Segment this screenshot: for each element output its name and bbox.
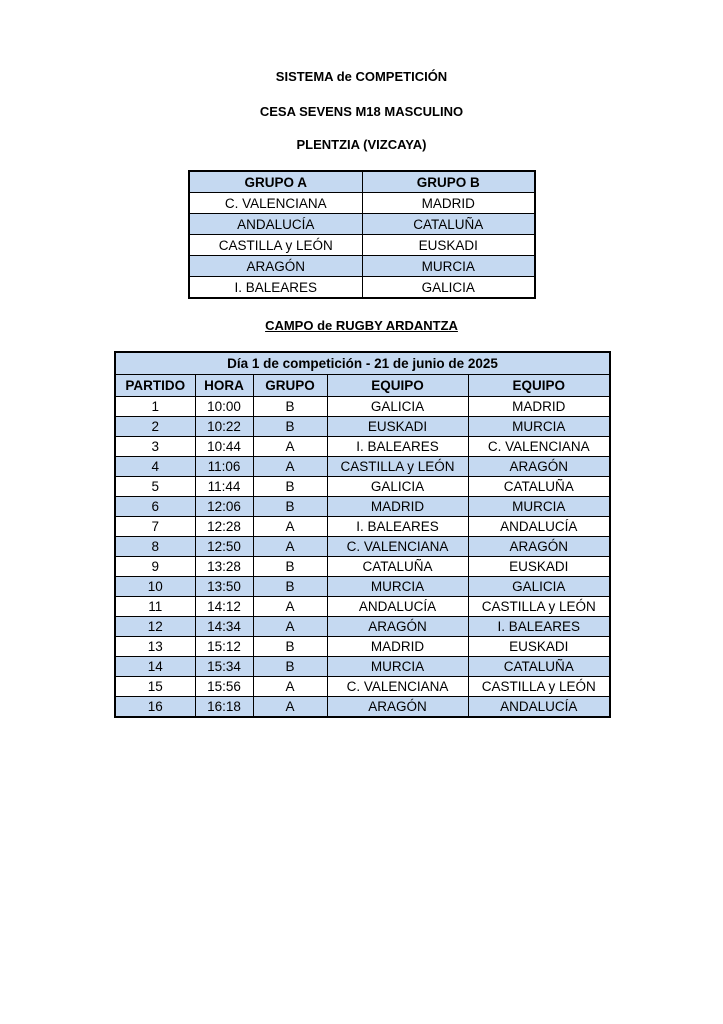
team-2: MURCIA <box>468 497 610 517</box>
match-group: B <box>253 417 327 437</box>
match-time: 11:06 <box>195 457 253 477</box>
match-time: 13:28 <box>195 557 253 577</box>
table-row <box>115 437 610 457</box>
table-row <box>115 457 610 477</box>
team-1: ARAGÓN <box>327 617 468 637</box>
match-number: 2 <box>115 417 195 437</box>
match-group: B <box>253 397 327 417</box>
table-row <box>115 597 610 617</box>
col-header-equipo-2: EQUIPO <box>468 375 610 397</box>
team-2: GALICIA <box>468 577 610 597</box>
match-group: A <box>253 697 327 718</box>
table-row <box>115 397 610 417</box>
match-number: 12 <box>115 617 195 637</box>
team-1: GALICIA <box>327 477 468 497</box>
team-1: CATALUÑA <box>327 557 468 577</box>
team-2: ARAGÓN <box>468 537 610 557</box>
match-group: B <box>253 557 327 577</box>
team-2: EUSKADI <box>468 637 610 657</box>
table-row <box>115 677 610 697</box>
group-b-team: GALICIA <box>362 277 535 299</box>
match-number: 6 <box>115 497 195 517</box>
table-row <box>115 657 610 677</box>
table-row <box>189 193 535 214</box>
table-row <box>189 277 535 299</box>
day-title: Día 1 de competición - 21 de junio de 2025 <box>115 352 610 375</box>
match-number: 9 <box>115 557 195 577</box>
group-a-header: GRUPO A <box>189 171 362 193</box>
team-1: MADRID <box>327 637 468 657</box>
team-1: GALICIA <box>327 397 468 417</box>
team-1: MURCIA <box>327 657 468 677</box>
team-2: MADRID <box>468 397 610 417</box>
team-2: CASTILLA y LEÓN <box>468 677 610 697</box>
match-group: B <box>253 477 327 497</box>
venue-title: CAMPO de RUGBY ARDANTZA <box>265 318 458 333</box>
match-group: A <box>253 597 327 617</box>
match-time: 15:56 <box>195 677 253 697</box>
table-row <box>115 517 610 537</box>
col-header-hora: HORA <box>195 375 253 397</box>
table-row <box>115 577 610 597</box>
match-group: A <box>253 457 327 477</box>
match-group: A <box>253 537 327 557</box>
team-2: CATALUÑA <box>468 657 610 677</box>
group-b-team: MADRID <box>362 193 535 214</box>
table-row <box>115 697 610 718</box>
match-number: 7 <box>115 517 195 537</box>
match-number: 5 <box>115 477 195 497</box>
table-row <box>115 617 610 637</box>
match-time: 12:50 <box>195 537 253 557</box>
match-group: A <box>253 437 327 457</box>
team-1: I. BALEARES <box>327 517 468 537</box>
group-a-team: ARAGÓN <box>189 256 362 277</box>
team-1: MURCIA <box>327 577 468 597</box>
group-b-team: EUSKADI <box>362 235 535 256</box>
group-a-team: C. VALENCIANA <box>189 193 362 214</box>
team-2: ANDALUCÍA <box>468 697 610 718</box>
match-group: A <box>253 517 327 537</box>
match-time: 12:06 <box>195 497 253 517</box>
team-1: ARAGÓN <box>327 697 468 718</box>
team-2: CASTILLA y LEÓN <box>468 597 610 617</box>
team-1: EUSKADI <box>327 417 468 437</box>
match-number: 16 <box>115 697 195 718</box>
team-2: C. VALENCIANA <box>468 437 610 457</box>
table-row <box>189 235 535 256</box>
team-2: ANDALUCÍA <box>468 517 610 537</box>
match-number: 1 <box>115 397 195 417</box>
groups-table <box>188 170 536 299</box>
team-2: EUSKADI <box>468 557 610 577</box>
match-group: B <box>253 497 327 517</box>
match-time: 15:34 <box>195 657 253 677</box>
team-1: I. BALEARES <box>327 437 468 457</box>
group-a-team: CASTILLA y LEÓN <box>189 235 362 256</box>
document-title: SISTEMA de COMPETICIÓN <box>275 69 448 84</box>
match-time: 10:22 <box>195 417 253 437</box>
team-1: MADRID <box>327 497 468 517</box>
day-title-row <box>115 352 610 375</box>
match-number: 14 <box>115 657 195 677</box>
team-2: ARAGÓN <box>468 457 610 477</box>
schedule-header-row <box>115 375 610 397</box>
match-number: 13 <box>115 637 195 657</box>
table-row <box>115 417 610 437</box>
match-group: B <box>253 657 327 677</box>
table-row <box>189 256 535 277</box>
col-header-grupo: GRUPO <box>253 375 327 397</box>
match-group: A <box>253 617 327 637</box>
match-group: B <box>253 637 327 657</box>
group-b-team: CATALUÑA <box>362 214 535 235</box>
location: PLENTZIA (VIZCAYA) <box>296 137 427 152</box>
groups-header-row <box>189 171 535 193</box>
team-1: C. VALENCIANA <box>327 537 468 557</box>
match-time: 11:44 <box>195 477 253 497</box>
table-row <box>115 497 610 517</box>
match-number: 3 <box>115 437 195 457</box>
match-number: 11 <box>115 597 195 617</box>
group-a-team: ANDALUCÍA <box>189 214 362 235</box>
col-header-partido: PARTIDO <box>115 375 195 397</box>
match-group: B <box>253 577 327 597</box>
match-number: 10 <box>115 577 195 597</box>
match-time: 16:18 <box>195 697 253 718</box>
team-2: I. BALEARES <box>468 617 610 637</box>
match-time: 12:28 <box>195 517 253 537</box>
team-1: ANDALUCÍA <box>327 597 468 617</box>
group-b-header: GRUPO B <box>362 171 535 193</box>
table-row <box>115 537 610 557</box>
table-row <box>115 637 610 657</box>
col-header-equipo-1: EQUIPO <box>327 375 468 397</box>
competition-name: CESA SEVENS M18 MASCULINO <box>259 104 464 119</box>
match-time: 10:00 <box>195 397 253 417</box>
match-group: A <box>253 677 327 697</box>
table-row <box>115 477 610 497</box>
match-number: 4 <box>115 457 195 477</box>
team-1: CASTILLA y LEÓN <box>327 457 468 477</box>
team-2: CATALUÑA <box>468 477 610 497</box>
table-row <box>115 557 610 577</box>
match-time: 15:12 <box>195 637 253 657</box>
group-b-team: MURCIA <box>362 256 535 277</box>
team-1: C. VALENCIANA <box>327 677 468 697</box>
match-time: 14:12 <box>195 597 253 617</box>
match-number: 15 <box>115 677 195 697</box>
group-a-team: I. BALEARES <box>189 277 362 299</box>
match-number: 8 <box>115 537 195 557</box>
schedule-table <box>114 351 611 718</box>
match-time: 10:44 <box>195 437 253 457</box>
team-2: MURCIA <box>468 417 610 437</box>
table-row <box>189 214 535 235</box>
match-time: 14:34 <box>195 617 253 637</box>
match-time: 13:50 <box>195 577 253 597</box>
